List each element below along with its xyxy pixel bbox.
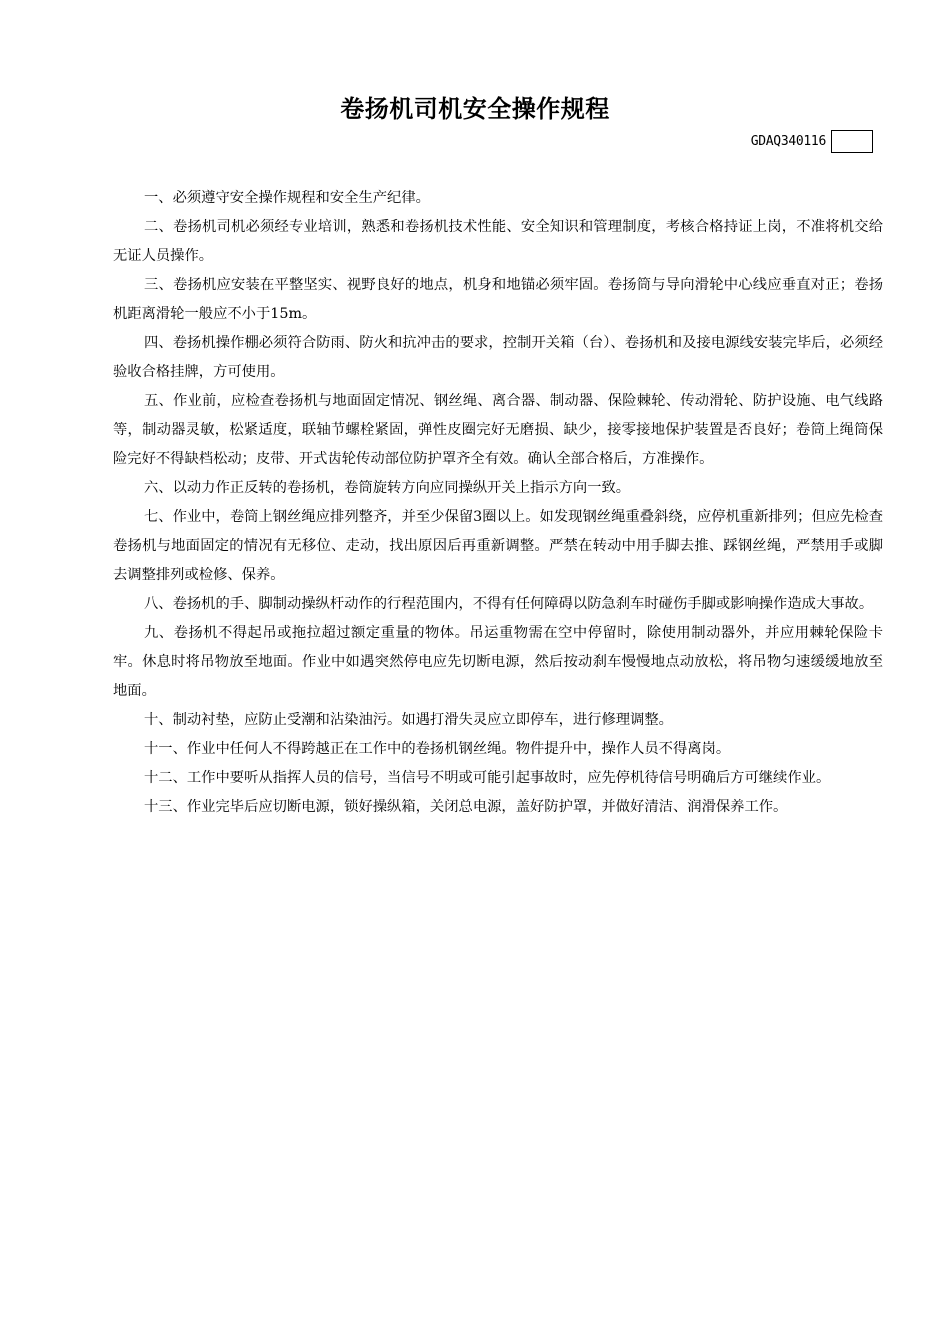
document-code: GDAQ340116 [750,133,826,149]
regulation-item: 七、作业中，卷筒上钢丝绳应排列整齐，并至少保留3圈以上。如发现钢丝绳重叠斜绕，应停机重新排列；但应先检查卷扬机与地面固定的情况有无移位、走动，找出原因后再重新调整。严禁在转动中用手脚去推、踩钢丝绳，严禁用手或脚去调整排列或检修、保养。 [113,509,883,583]
regulation-item: 十二、工作中要听从指挥人员的信号，当信号不明或可能引起事故时，应先停机待信号明确后方可继续作业。 [144,770,831,786]
regulation-item: 十一、作业中任何人不得跨越正在工作中的卷扬机钢丝绳。物件提升中，操作人员不得离岗。 [144,741,731,757]
regulation-item: 九、卷扬机不得起吊或拖拉超过额定重量的物体。吊运重物需在空中停留时，除使用制动器外，并应用棘轮保险卡牢。休息时将吊物放至地面。作业中如遇突然停电应先切断电源，然后按动刹车慢慢地点动放松，将吊物匀速缓缓地放至地面。 [113,625,883,699]
regulation-item: 四、卷扬机操作棚必须符合防雨、防火和抗冲击的要求，控制开关箱（台）、卷扬机和及接电源线安装完毕后，必须经验收合格挂牌，方可使用。 [113,335,883,380]
regulation-item: 二、卷扬机司机必须经专业培训，熟悉和卷扬机技术性能、安全知识和管理制度，考核合格持证上岗，不准将机交给无证人员操作。 [113,219,883,264]
regulation-item: 十三、作业完毕后应切断电源，锁好操纵箱，关闭总电源，盖好防护罩，并做好清洁、润滑保养工作。 [144,799,788,815]
regulation-item: 一、必须遵守安全操作规程和安全生产纪律。 [144,190,430,206]
regulation-item: 五、作业前，应检查卷扬机与地面固定情况、钢丝绳、离合器、制动器、保险棘轮、传动滑轮、防护设施、电气线路等，制动器灵敏，松紧适度，联轴节螺栓紧固，弹性皮圈完好无磨损、缺少，接零接地保护装置是否良好；卷筒上绳筒保险完好不得缺档松动；皮带、开式齿轮传动部位防护罩齐全有效。确认全部合格后，方准操作。 [113,393,883,467]
regulation-body [113,184,883,822]
document-code-box [831,130,873,153]
regulation-item: 六、以动力作正反转的卷扬机，卷筒旋转方向应同操纵开关上指示方向一致。 [144,480,631,496]
regulation-item: 三、卷扬机应安装在平整坚实、视野良好的地点，机身和地锚必须牢固。卷扬筒与导向滑轮中心线应垂直对正；卷扬机距离滑轮一般应不小于15m。 [113,277,883,322]
regulation-item: 八、卷扬机的手、脚制动操纵杆动作的行程范围内，不得有任何障碍以防急刹车时碰伤手脚或影响操作造成大事故。 [144,596,874,612]
regulation-item: 十、制动衬垫，应防止受潮和沾染油污。如遇打滑失灵应立即停车，进行修理调整。 [144,712,673,728]
document-code-row [751,129,873,153]
page-title: 卷扬机司机安全操作规程 [340,95,610,123]
